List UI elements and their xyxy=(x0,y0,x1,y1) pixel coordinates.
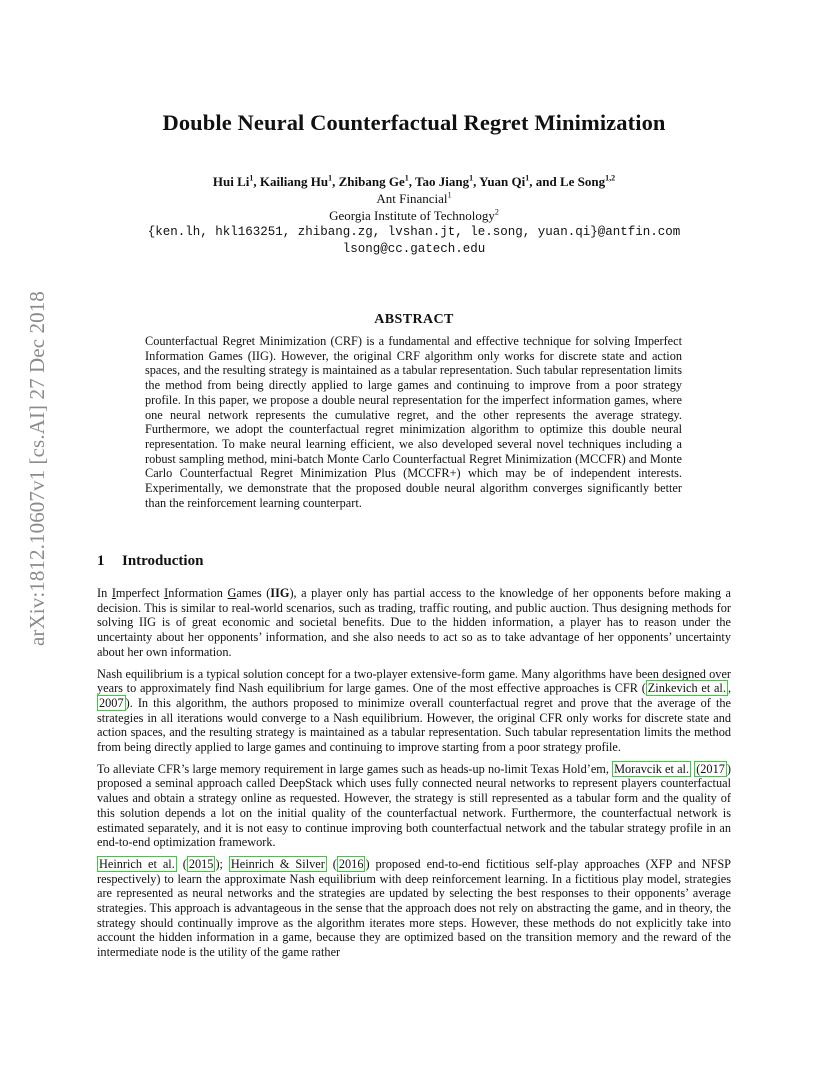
paragraph xyxy=(97,667,731,755)
email-line: {ken.lh, hkl163251, zhibang.zg, lvshan.jt, le.song, yuan.qi}@antfin.com xyxy=(147,225,681,239)
text-run: ames ( xyxy=(236,586,271,600)
section-heading xyxy=(97,553,203,570)
text-run: ( xyxy=(176,856,187,871)
text-run: nformation xyxy=(168,586,228,600)
citation-link[interactable]: Heinrich et al. xyxy=(99,856,175,871)
author-affiliation-mark: 1 xyxy=(404,173,409,183)
citation-link[interactable]: Heinrich & Silver xyxy=(230,856,325,871)
affiliation-mark: 2 xyxy=(494,207,499,217)
author-separator: , xyxy=(332,174,339,189)
underlined-letter: I xyxy=(164,586,169,600)
arxiv-identifier-text: arXiv:1812.10607v1 [cs.AI] 27 Dec 2018 xyxy=(25,291,49,646)
underlined-letter: I xyxy=(111,586,116,600)
paragraph xyxy=(97,762,731,850)
abstract-text: Counterfactual Regret Minimization (CRF) is a fundamental and effective technique for solving Imperfect Information Games (IIG). However, the original CRF algorithm only works for discrete state and action spaces, and the resulting strategy is maintained as a tabular representation. Such tabular representation limits the method from being directly applied to large games and continuing to improve from a poor strategy profile. In this paper, we propose a double neural representation for the imperfect information games, where one neural network represents the cumulative regret, and the other represents the average strategy. Furthermore, we adopt the counterfactual regret minimization algorithm to optimize this double neural representation. To make neural learning efficient, we also developed several novel techniques including a robust sampling method, mini-batch Monte Carlo Counterfactual Regret Minimization (MCCFR) and Monte Carlo Counterfactual Regret Minimization Plus (MCCFR+) which may be of independent interests. Experimentally, we demonstrate that the proposed double neural algorithm converges significantly better than the reinforcement learning counterpart. xyxy=(145,334,682,510)
author-list xyxy=(0,173,828,190)
section-title: Introduction xyxy=(122,553,204,569)
author-block xyxy=(0,173,828,258)
author-separator: , xyxy=(408,174,416,189)
text-run: ) proposed end-to-end fictitious self-play approaches (XFP and NFSP respectively) to learn the approximate Nash equilibrium with deep reinforcement learning. In a fictitious play model, strategies are represented as neural networks and the strategies are updated by selecting the best responses to their opponents’ average strategies. This approach is advantageous in the sense that the approach does not rely on abstracting the game, and in theory, the strategy should continually improve as the algorithm iterates more steps. However, these methods do not explicitly take into account the hidden information in a game, because they are optimized based on the transition memory and the reward of the intermediate node is the utility of the game rather xyxy=(97,856,732,960)
text-run: To alleviate CFR’s large memory requirement in large games such as heads-up no-limit Texas Hold’em, xyxy=(97,761,613,776)
author-name: Zhibang Ge xyxy=(338,174,405,189)
text-run: In xyxy=(97,586,112,600)
author-name: Yuan Qi xyxy=(479,174,526,189)
author-affiliation-mark: 1 xyxy=(525,173,530,183)
text-run: mperfect xyxy=(115,586,165,600)
author-name: Tao Jiang xyxy=(415,174,470,189)
author-separator: , xyxy=(253,174,260,189)
citation-link[interactable]: Moravcik et al. xyxy=(614,761,690,776)
affiliation-name: Georgia Institute of Technology xyxy=(329,208,495,223)
author-separator: , and xyxy=(529,174,560,189)
text-run: , xyxy=(727,681,732,696)
paper-title: Double Neural Counterfactual Regret Minimization xyxy=(162,110,666,135)
text-run: ) proposed a seminal approach called DeepStack which uses fully connected neural networks to represent players counterfactual values and obtain a strategy online as requested. However, the strategy is still represented as a tabular form and the quality of this solution depends a lot on the initial quality of the counterfactual network. Furthermore, the counterfactual network is estimated separately, and it is not easy to continue improving both counterfactual network and the tabular strategy profile in an end-to-end optimization framework. xyxy=(97,761,731,850)
text-run: ); xyxy=(215,856,229,871)
citation-link[interactable]: (2017 xyxy=(696,761,725,776)
author-affiliation-mark: 1 xyxy=(469,173,474,183)
author-affiliation-mark: 1,2 xyxy=(605,173,616,183)
author-separator: , xyxy=(473,174,480,189)
text-run: ). In this algorithm, the authors proposed to minimize overall counterfactual regret and prove that the average of the strategies in all iterations would converge to a Nash equilibrium. However, the original CFR only works for discrete state and action spaces, and the resulting strategy is maintained as a tabular representation. Such tabular representation limits the method from being directly applied to large games and continuing to improve starting from a poor strategy profile. xyxy=(97,695,731,755)
acronym-iig: IIG xyxy=(270,586,290,600)
affiliation-name: Ant Financial xyxy=(376,191,448,206)
section-number: 1 xyxy=(97,553,105,569)
paragraph xyxy=(97,857,731,960)
author-affiliation-mark: 1 xyxy=(249,173,254,183)
text-run: Nash equilibrium is a typical solution concept for a two-player extensive-form game. Many algorithms have been designed over years to approximately find Nash equilibrium for large games. One of the most effective approaches is CFR ( xyxy=(97,666,731,696)
author-name: Kailiang Hu xyxy=(259,174,329,189)
text-run: ( xyxy=(326,856,337,871)
affiliation-line xyxy=(0,190,828,207)
arxiv-identifier-stamp xyxy=(22,291,52,646)
author-affiliation-mark: 1 xyxy=(328,173,333,183)
citation-link[interactable]: 2015 xyxy=(188,856,214,871)
author-name: Hui Li xyxy=(212,174,250,189)
author-name: Le Song xyxy=(559,174,606,189)
email-line: lsong@cc.gatech.edu xyxy=(342,242,486,256)
citation-link[interactable]: 2007 xyxy=(99,695,124,710)
text-run: ), a player only has partial access to the knowledge of her opponents before making a decision. This is similar to real-world scenarios, such as trading, traffic routing, and public auction. Thus designing methods for solving IIG is of great economic and societal benefits. Due to the hidden information, a player has to reason under the uncertainty about her opponents’ information, and she also needs to act so as to take advantage of her opponents’ uncertainty about her own information. xyxy=(97,586,731,659)
introduction-body xyxy=(97,586,731,967)
citation-link[interactable]: 2016 xyxy=(338,856,364,871)
abstract-heading: ABSTRACT xyxy=(374,312,454,327)
affiliation-line xyxy=(0,207,828,224)
underlined-letter: G xyxy=(227,586,237,600)
paragraph xyxy=(97,586,731,660)
affiliation-mark: 1 xyxy=(447,190,452,200)
citation-link[interactable]: Zinkevich et al. xyxy=(647,681,726,696)
